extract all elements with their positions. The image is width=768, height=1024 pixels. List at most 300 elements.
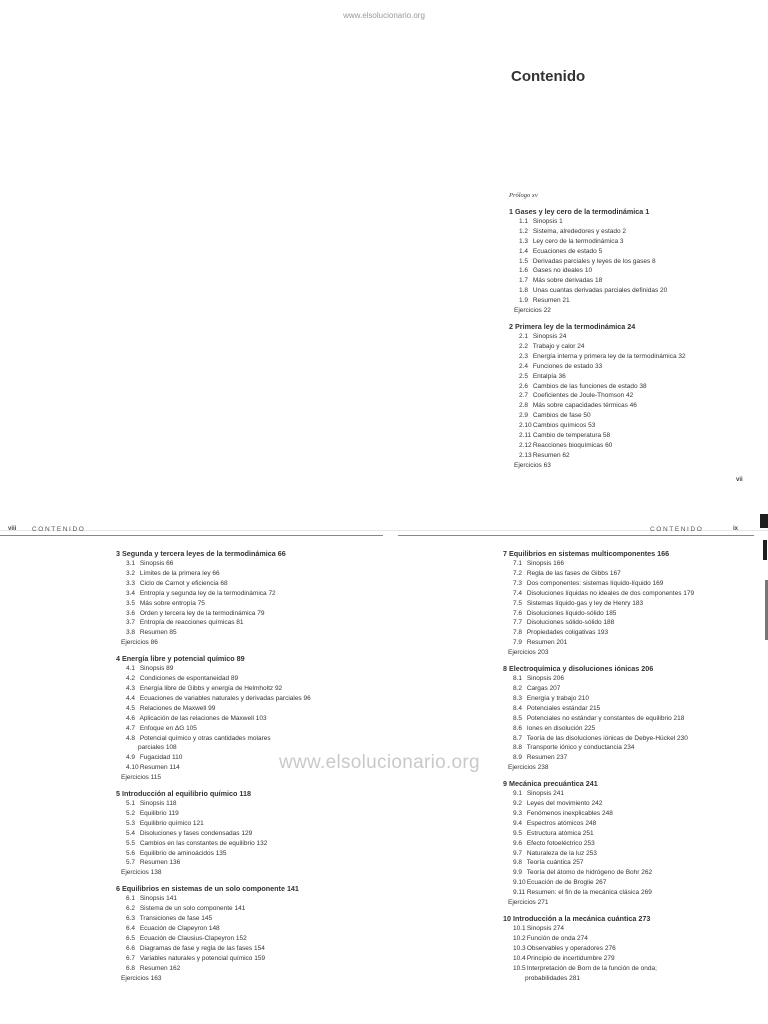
section-title: Observables y operadores 276 <box>526 944 616 952</box>
section-number: 8.6 <box>513 724 523 732</box>
exercises-entry: Ejercicios 22 <box>514 307 551 315</box>
section-number: 8.4 <box>513 704 523 712</box>
section-title: Energía interna y primera ley de la termodinámica 32 <box>532 352 686 360</box>
section-number: 5.6 <box>126 849 136 857</box>
chapter-title: 5 Introducción al equilibrio químico 118 <box>116 789 251 799</box>
toc-entry <box>503 579 753 589</box>
toc-entry <box>116 819 376 829</box>
section-number: 6.2 <box>126 905 136 913</box>
section-number: 2.6 <box>519 382 529 390</box>
section-title: Aplicación de las relaciones de Maxwell 103 <box>139 714 267 722</box>
toc-entry <box>509 227 759 237</box>
section-title: Transiciones de fase 145 <box>139 915 213 923</box>
section-title: Potencial químico y otras cantidades molares <box>139 734 271 742</box>
toc-entry <box>509 451 759 461</box>
toc-entry <box>503 559 753 569</box>
section-number: 4.1 <box>126 665 136 673</box>
section-number: 5.7 <box>126 859 136 867</box>
toc-entry <box>503 934 753 944</box>
section-title: Función de onda 274 <box>526 934 588 942</box>
section-number: 6.5 <box>126 934 136 942</box>
section-title: Sinopsis 24 <box>532 332 567 340</box>
toc-entry <box>509 237 759 247</box>
section-title: Resumen 162 <box>139 964 181 972</box>
toc-entry <box>116 694 376 704</box>
section-number: 6.3 <box>126 915 136 923</box>
toc-entry <box>116 799 376 809</box>
chapter-title: 10 Introducción a la mecánica cuántica 273 <box>503 914 651 923</box>
section-title: Ecuación de Clapeyron 148 <box>139 925 220 932</box>
section-number: 7.9 <box>513 639 523 647</box>
section-number: 4.4 <box>126 694 136 702</box>
section-number: 7.2 <box>513 569 523 577</box>
exercises-entry: Ejercicios 238 <box>508 764 549 772</box>
section-number: 8.9 <box>513 754 523 762</box>
section-title: Fugacidad 110 <box>139 754 183 762</box>
toc-entry <box>116 858 376 868</box>
section-title: Cambios de fase 50 <box>532 412 591 420</box>
section-title: Teoría de las disoluciones iónicas de Debye-Hückel 230 <box>526 734 688 742</box>
scan-edge-mark <box>763 540 767 560</box>
section-number: 9.9 <box>513 869 523 877</box>
section-number: 9.5 <box>513 829 523 837</box>
section-title: Enfoque en ΔG 105 <box>139 724 197 732</box>
section-number: 2.12 <box>519 441 532 449</box>
section-number: 1.5 <box>519 257 529 265</box>
toc-entry <box>503 609 753 619</box>
exercises-entry: Ejercicios 203 <box>508 649 549 657</box>
section-title: Sistema de un solo componente 141 <box>139 905 246 913</box>
toc-entry <box>503 878 753 888</box>
section-number: 9.6 <box>513 839 523 847</box>
header-rule-right <box>398 535 754 536</box>
toc-entry <box>503 868 753 878</box>
section-title: Entropía de reacciones químicas 81 <box>139 619 244 627</box>
prologue-entry: Prólogo xv <box>509 192 538 199</box>
toc-entry <box>509 401 759 411</box>
watermark-mid: www.elsolucionario.org <box>279 752 480 773</box>
toc-entry <box>503 849 753 859</box>
section-number: 2.2 <box>519 342 529 350</box>
section-title: Equilibrio de aminoácidos 135 <box>139 849 227 857</box>
toc-entry <box>116 589 376 599</box>
toc-entry <box>503 674 753 684</box>
section-number: 3.3 <box>126 579 136 587</box>
section-number: 4.3 <box>126 684 136 692</box>
section-number: 5.4 <box>126 829 136 837</box>
section-number: 7.4 <box>513 589 523 597</box>
chapter-title: 2 Primera ley de la termodinámica 24 <box>509 321 636 331</box>
section-title: Cambios químicos 53 <box>532 422 596 430</box>
section-title: Límites de la primera ley 66 <box>139 569 220 577</box>
section-title: Sistema, alrededores y estado 2 <box>532 227 627 235</box>
exercises-entry: Ejercicios 63 <box>514 461 551 469</box>
section-title: Disoluciones líquidas no ideales de dos componentes 179 <box>526 589 695 597</box>
section-title: Teoría cuántica 257 <box>526 859 584 867</box>
toc-entry <box>116 964 376 974</box>
section-title: Efecto fotoeléctrico 253 <box>526 839 595 847</box>
toc-entry <box>509 441 759 451</box>
toc-entry <box>503 819 753 829</box>
toc-top-page <box>509 191 759 471</box>
section-number: 3.1 <box>126 560 136 567</box>
section-title: Sinopsis 274 <box>526 925 565 932</box>
section-number: 2.9 <box>519 412 529 420</box>
exercises-entry: Ejercicios 86 <box>121 639 158 647</box>
chapter-title: 1 Gases y ley cero de la termodinámica 1 <box>509 206 650 216</box>
toc-entry <box>509 372 759 382</box>
section-title: Cambios en las constantes de equilibrio 132 <box>139 839 268 847</box>
toc-entry <box>503 734 753 744</box>
toc-entry <box>503 743 753 753</box>
exercises-entry: Ejercicios 163 <box>121 974 162 982</box>
section-title: Disoluciones líquido-sólido 185 <box>526 609 617 617</box>
section-title: Sinopsis 241 <box>526 790 565 798</box>
toc-entry <box>116 724 376 734</box>
section-title-continued: probabilidades 281 <box>525 974 580 982</box>
toc-entry <box>116 609 376 619</box>
toc-entry <box>509 266 759 276</box>
section-number: 3.2 <box>126 569 136 577</box>
toc-entry <box>116 829 376 839</box>
toc-entry <box>116 839 376 849</box>
section-title: Gases no ideales 10 <box>532 267 593 275</box>
toc-entry <box>509 421 759 431</box>
section-title: Más sobre derivadas 18 <box>532 277 603 285</box>
chapter-title: 8 Electroquímica y disoluciones iónicas 206 <box>503 664 654 674</box>
section-title: Disoluciones y fases condensadas 129 <box>139 829 253 837</box>
section-title: Ecuaciones de estado 5 <box>532 247 603 255</box>
toc-entry <box>503 809 753 819</box>
section-number: 9.10 <box>513 879 526 887</box>
chapter-title: 3 Segunda y tercera leyes de la termodinámica 66 <box>116 549 286 558</box>
section-title: Resumen 114 <box>139 764 180 772</box>
section-number: 3.8 <box>126 629 136 637</box>
section-number: 5.1 <box>126 800 136 808</box>
scan-edge-mark <box>760 514 768 528</box>
section-title: Ciclo de Carnot y eficiencia 68 <box>139 579 228 587</box>
section-number: 2.4 <box>519 362 529 370</box>
section-number: 2.13 <box>519 451 532 459</box>
section-title: Relaciones de Maxwell 99 <box>139 704 216 712</box>
toc-entry <box>503 724 753 734</box>
toc-entry <box>503 628 753 638</box>
section-number: 8.3 <box>513 694 523 702</box>
section-title: Trabajo y calor 24 <box>532 342 585 350</box>
section-title: Energía y trabajo 210 <box>526 694 589 702</box>
toc-entry <box>503 829 753 839</box>
section-title: Ecuación de de Broglie 267 <box>526 879 607 887</box>
running-head-left: CONTENIDO <box>32 526 86 533</box>
section-number: 5.2 <box>126 809 136 817</box>
toc-right-page <box>503 548 753 983</box>
chapter-title: 6 Equilibrios en sistemas de un solo componente 141 <box>116 884 299 894</box>
toc-entry <box>503 638 753 648</box>
section-number: 6.8 <box>126 964 136 972</box>
toc-entry <box>116 914 376 924</box>
section-title: Sinopsis 166 <box>526 560 565 567</box>
section-title: Resumen 85 <box>139 629 177 637</box>
section-number: 9.7 <box>513 849 523 857</box>
section-number: 6.6 <box>126 944 136 952</box>
section-title: Resumen 21 <box>532 297 570 305</box>
toc-entry <box>116 734 376 744</box>
toc-entry <box>509 431 759 441</box>
section-title: Más sobre entropía 75 <box>139 599 205 607</box>
section-number: 8.8 <box>513 744 523 752</box>
page-number-left: viii <box>8 526 17 532</box>
section-title: Espectros atómicos 248 <box>526 819 597 827</box>
section-title: Cambio de temperatura 58 <box>532 432 611 440</box>
section-number: 7.5 <box>513 599 523 607</box>
section-number: 8.5 <box>513 714 523 722</box>
section-title: Reacciones bioquímicas 60 <box>532 441 613 449</box>
section-number: 7.6 <box>513 609 523 617</box>
exercises-entry: Ejercicios 271 <box>508 899 549 907</box>
toc-entry <box>509 382 759 392</box>
toc-entry <box>503 684 753 694</box>
watermark-top: www.elsolucionario.org <box>343 11 425 20</box>
section-title: Regla de las fases de Gibbs 167 <box>526 569 621 577</box>
toc-entry <box>503 599 753 609</box>
section-title: Equilibrio químico 121 <box>139 819 204 827</box>
section-title: Variables naturales y potencial químico 159 <box>139 954 266 962</box>
section-title: Más sobre capacidades térmicas 46 <box>532 402 637 410</box>
toc-entry <box>116 599 376 609</box>
toc-entry <box>509 247 759 257</box>
section-title: Disoluciones sólido-sólido 188 <box>526 619 615 627</box>
section-number: 6.1 <box>126 895 136 903</box>
section-title: Dos componentes: sistemas líquido-líquido 169 <box>526 579 664 587</box>
toc-entry <box>116 944 376 954</box>
section-number: 7.7 <box>513 619 523 627</box>
toc-entry <box>116 849 376 859</box>
section-title: Sistemas líquido-gas y ley de Henry 183 <box>526 599 644 607</box>
section-title: Ecuación de Clausius-Clapeyron 152 <box>139 934 247 942</box>
section-number: 2.7 <box>519 392 529 400</box>
toc-entry <box>116 934 376 944</box>
toc-entry <box>116 569 376 579</box>
toc-entry <box>116 704 376 714</box>
section-number: 9.2 <box>513 800 523 808</box>
section-number: 6.4 <box>126 925 136 932</box>
toc-entry <box>116 904 376 914</box>
section-title: Sinopsis 206 <box>526 675 565 683</box>
toc-entry <box>509 391 759 401</box>
toc-entry <box>509 362 759 372</box>
toc-entry <box>116 894 376 904</box>
page-title: Contenido <box>511 68 586 85</box>
section-number: 2.8 <box>519 402 529 410</box>
exercises-entry: Ejercicios 115 <box>121 774 161 782</box>
toc-entry <box>503 924 753 934</box>
chapter-title: 4 Energía libre y potencial químico 89 <box>116 654 245 664</box>
section-number: 1.3 <box>519 237 529 245</box>
section-title: Entropía y segunda ley de la termodinámica 72 <box>139 589 276 597</box>
section-number: 2.10 <box>519 422 532 430</box>
toc-entry <box>509 257 759 267</box>
section-title: Propiedades coligativas 193 <box>526 629 609 637</box>
toc-entry <box>503 704 753 714</box>
toc-entry <box>116 714 376 724</box>
section-title: Teoría del átomo de hidrógeno de Bohr 262 <box>526 869 653 877</box>
section-number: 1.6 <box>519 267 529 275</box>
section-number: 8.2 <box>513 684 523 692</box>
toc-entry <box>116 954 376 964</box>
section-number: 2.3 <box>519 352 529 360</box>
section-number: 2.11 <box>519 432 532 440</box>
section-number: 7.1 <box>513 560 523 567</box>
toc-entry <box>509 342 759 352</box>
toc-entry <box>503 753 753 763</box>
section-title: Cambios de las funciones de estado 38 <box>532 382 647 390</box>
section-number: 3.5 <box>126 599 136 607</box>
section-title: Funciones de estado 33 <box>532 362 603 370</box>
toc-entry <box>503 569 753 579</box>
section-number: 1.9 <box>519 297 529 305</box>
toc-entry <box>509 332 759 342</box>
section-title: Iones en disolución 225 <box>526 724 596 732</box>
section-title: Energía libre de Gibbs y energía de Helmholtz 92 <box>139 684 283 692</box>
section-title: Derivadas parciales y leyes de los gases 8 <box>532 257 656 265</box>
section-title: Estructura atómica 251 <box>526 829 594 837</box>
section-number: 9.3 <box>513 809 523 817</box>
section-number: 9.4 <box>513 819 523 827</box>
section-number: 10.3 <box>513 944 526 952</box>
section-title: Sinopsis 66 <box>139 560 174 567</box>
section-number: 6.7 <box>126 954 136 962</box>
section-title: Cargas 207 <box>526 684 561 692</box>
section-number: 4.7 <box>126 724 136 732</box>
section-number: 4.5 <box>126 704 136 712</box>
toc-entry <box>503 858 753 868</box>
toc-entry <box>509 411 759 421</box>
section-title: Naturaleza de la luz 253 <box>526 849 597 857</box>
toc-entry <box>116 579 376 589</box>
toc-entry <box>116 664 376 674</box>
section-title: Orden y tercera ley de la termodinámica 79 <box>139 609 265 617</box>
section-title: Sinopsis 118 <box>139 800 177 808</box>
section-number: 7.8 <box>513 629 523 637</box>
toc-entry <box>503 799 753 809</box>
section-title: Principio de incertidumbre 279 <box>526 954 615 962</box>
section-title: Resumen 136 <box>139 859 181 867</box>
section-number: 10.1 <box>513 925 526 932</box>
section-title: Resumen 62 <box>532 451 570 459</box>
toc-entry <box>116 684 376 694</box>
toc-entry <box>509 276 759 286</box>
section-title-continued: parciales 108 <box>138 744 177 752</box>
section-title: Sinopsis 89 <box>139 665 174 673</box>
section-number: 4.2 <box>126 675 136 683</box>
section-title: Potenciales estándar 215 <box>526 704 601 712</box>
section-number: 4.6 <box>126 714 136 722</box>
section-number: 9.8 <box>513 859 523 867</box>
toc-entry <box>116 618 376 628</box>
toc-entry <box>503 839 753 849</box>
section-number: 10.2 <box>513 934 526 942</box>
section-number: 10.4 <box>513 954 526 962</box>
toc-entry <box>503 714 753 724</box>
section-number: 9.1 <box>513 790 523 798</box>
section-number: 4.10 <box>126 764 139 772</box>
section-number: 2.5 <box>519 372 529 380</box>
section-number: 4.9 <box>126 754 136 762</box>
section-number: 1.4 <box>519 247 529 255</box>
toc-entry <box>503 888 753 898</box>
page-number-right: ix <box>733 526 739 532</box>
section-title: Resumen 201 <box>526 639 568 647</box>
section-number: 2.1 <box>519 332 529 340</box>
toc-entry <box>509 286 759 296</box>
header-rule-left <box>0 535 383 536</box>
toc-entry <box>116 924 376 934</box>
chapter-title: 7 Equilibrios en sistemas multicomponentes 166 <box>503 549 670 558</box>
toc-entry <box>503 789 753 799</box>
section-title: Resumen: el fin de la mecánica clásica 269 <box>526 889 652 897</box>
section-number: 1.1 <box>519 217 529 225</box>
section-title: Potenciales no estándar y constantes de equilibrio 218 <box>526 714 685 722</box>
exercises-entry: Ejercicios 138 <box>121 869 162 877</box>
chapter-title: 9 Mecánica precuántica 241 <box>503 779 598 789</box>
toc-entry <box>503 618 753 628</box>
toc-entry <box>116 559 376 569</box>
section-number: 1.8 <box>519 287 529 295</box>
section-number: 9.11 <box>513 889 526 897</box>
section-number: 3.7 <box>126 619 136 627</box>
section-number: 3.6 <box>126 609 136 617</box>
section-number: 7.3 <box>513 579 523 587</box>
toc-entry <box>503 694 753 704</box>
toc-entry <box>509 217 759 227</box>
page-number-top: vii <box>736 477 743 483</box>
toc-entry <box>503 589 753 599</box>
section-number: 1.2 <box>519 227 529 235</box>
section-number: 3.4 <box>126 589 136 597</box>
section-number: 5.3 <box>126 819 136 827</box>
section-title: Transporte iónico y conductancia 234 <box>526 744 635 752</box>
section-title: Interpretación de Born de la función de onda; <box>526 964 657 972</box>
section-title: Ecuaciones de variables naturales y derivadas parciales 96 <box>139 694 311 702</box>
toc-entry <box>116 674 376 684</box>
toc-entry <box>116 628 376 638</box>
section-number: 10.5 <box>513 964 526 972</box>
section-title: Leyes del movimiento 242 <box>526 800 603 808</box>
section-title: Sinopsis 1 <box>532 217 563 225</box>
toc-entry <box>509 296 759 306</box>
toc-entry <box>509 352 759 362</box>
section-title: Sinopsis 141 <box>139 895 178 903</box>
section-number: 8.1 <box>513 675 523 683</box>
toc-entry <box>503 964 753 974</box>
section-title: Condiciones de espontaneidad 89 <box>139 675 239 683</box>
toc-entry <box>503 944 753 954</box>
section-title: Unas cuantas derivadas parciales definidas 20 <box>532 287 668 295</box>
section-number: 8.7 <box>513 734 523 742</box>
section-title: Resumen 237 <box>526 754 568 762</box>
section-number: 1.7 <box>519 277 529 285</box>
section-title: Fenómenos inexplicables 248 <box>526 809 613 817</box>
toc-entry <box>116 809 376 819</box>
running-head-right: CONTENIDO <box>650 526 704 533</box>
section-title: Equilibrio 119 <box>139 809 179 817</box>
section-number: 5.5 <box>126 839 136 847</box>
section-title: Coeficientes de Joule-Thomson 42 <box>532 392 634 400</box>
section-number: 4.8 <box>126 734 136 742</box>
section-title: Ley cero de la termodinámica 3 <box>532 237 624 245</box>
section-title: Entalpía 36 <box>532 372 566 380</box>
toc-entry <box>503 954 753 964</box>
